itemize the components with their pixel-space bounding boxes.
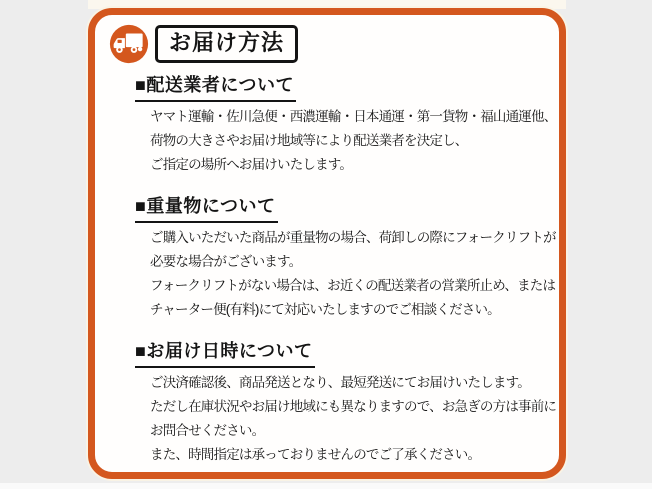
body-line: フォークリフトがない場合は、お近くの配送業者の営業所止め、または — [150, 278, 556, 293]
card-header — [109, 24, 559, 64]
body-line: お問合せください。 — [150, 423, 265, 438]
section-body — [150, 105, 557, 177]
delivery-info-card — [88, 8, 566, 479]
section-body — [150, 226, 556, 322]
truck-icon — [109, 24, 149, 64]
panel-title: お届け方法 — [155, 25, 298, 63]
section-heading: ■重量物について — [135, 192, 278, 223]
body-line: ご購入いただいた商品が重量物の場合、荷卸しの際にフォークリフトが — [150, 230, 556, 245]
body-line: 荷物の大きさやお届け地域等により配送業者を決定し、 — [150, 133, 468, 148]
body-line: チャーター便(有料)にて対応いたしますのでご相談ください。 — [150, 302, 500, 317]
body-line: 必要な場合がございます。 — [150, 254, 302, 269]
body-line: また、時間指定は承っておりませんのでご了承ください。 — [150, 447, 481, 462]
section-heading: ■配送業者について — [135, 71, 296, 102]
body-line: ヤマト運輸・佐川急便・西濃運輸・日本通運・第一貨物・福山通運他、 — [150, 109, 557, 124]
section-body — [150, 371, 557, 467]
sections-container — [95, 64, 559, 467]
section-heading: ■お届け日時について — [135, 337, 315, 368]
section-shipping-carriers — [135, 71, 557, 177]
body-line: ご決済確認後、商品発送となり、最短発送にてお届けいたします。 — [150, 375, 530, 390]
body-line: ご指定の場所へお届けいたします。 — [150, 157, 353, 172]
section-heavy-items — [135, 192, 556, 322]
bottom-margin-strip — [0, 483, 652, 489]
body-line: ただし在庫状況やお届け地域にも異なりますので、お急ぎの方は事前に — [150, 399, 557, 414]
section-delivery-schedule — [135, 337, 557, 467]
